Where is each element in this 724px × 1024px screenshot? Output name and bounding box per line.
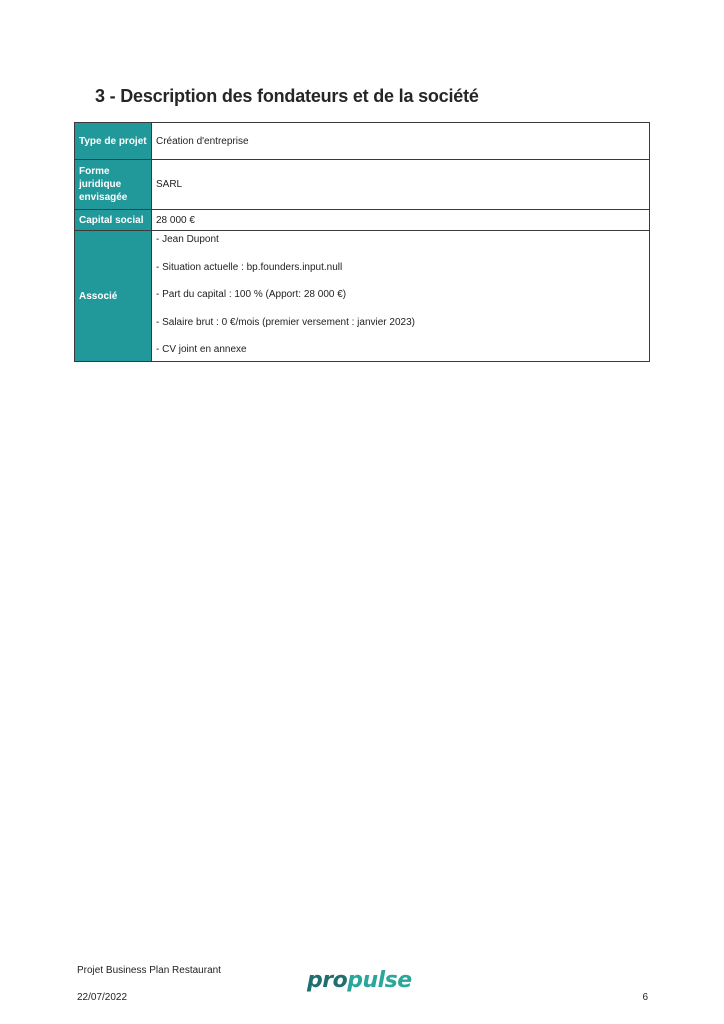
page-number: 6 xyxy=(642,992,648,1003)
logo-text-pro: pro xyxy=(307,968,348,993)
associate-situation: - Situation actuelle : bp.founders.input.null xyxy=(156,261,343,273)
associate-details-list xyxy=(156,233,645,359)
page-title: 3 - Description des fondateurs et de la société xyxy=(95,86,479,106)
company-info-table xyxy=(74,122,650,362)
table-row-legal-form xyxy=(75,160,650,210)
value-project-type: Création d'entreprise xyxy=(152,123,650,160)
associate-salary: - Salaire brut : 0 €/mois (premier versement : janvier 2023) xyxy=(156,316,415,328)
associate-cv: - CV joint en annexe xyxy=(156,344,247,355)
label-associate: Associé xyxy=(75,231,152,362)
value-associate xyxy=(152,231,650,362)
label-share-capital: Capital social xyxy=(75,210,152,231)
logo-text-pulse: pulse xyxy=(347,968,412,993)
label-legal-form: Forme juridique envisagée xyxy=(75,160,152,210)
table-row-project-type xyxy=(75,123,650,160)
table-row-associate xyxy=(75,231,650,362)
associate-capital-share: - Part du capital : 100 % (Apport: 28 000 €) xyxy=(156,289,347,300)
label-project-type: Type de projet xyxy=(75,123,152,160)
associate-name: - Jean Dupont xyxy=(156,234,219,245)
value-legal-form: SARL xyxy=(152,160,650,210)
footer-date: 22/07/2022 xyxy=(77,992,128,1003)
footer-project-name: Projet Business Plan Restaurant xyxy=(77,965,221,976)
value-share-capital: 28 000 € xyxy=(152,210,650,231)
table-row-share-capital xyxy=(75,210,650,231)
propulse-logo xyxy=(307,968,412,993)
